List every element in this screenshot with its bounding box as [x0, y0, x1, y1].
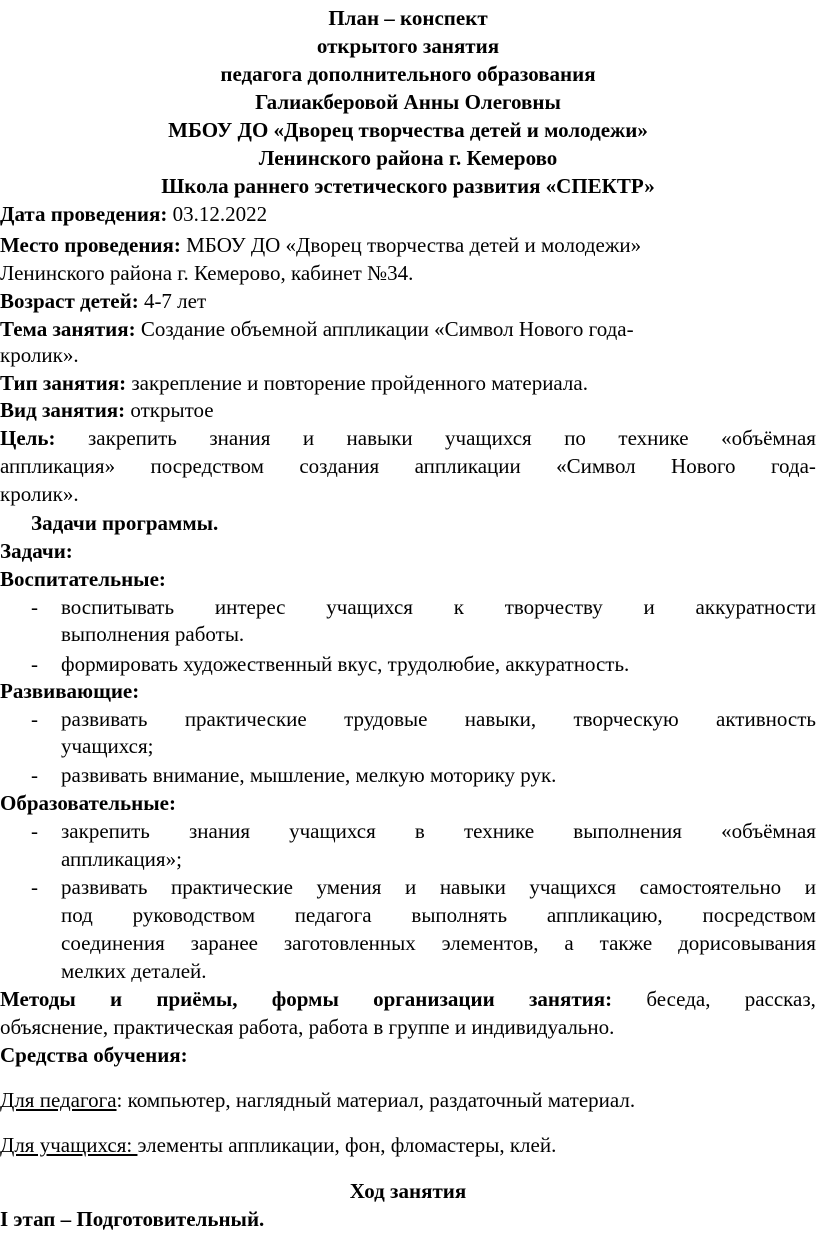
teacher-position: педагога дополнительного образования — [220, 62, 596, 86]
edu-item-1 — [61, 593, 816, 621]
place-value: МБОУ ДО «Дворец творчества детей и молодежи» — [180, 233, 642, 257]
goal-word: аппликация» — [0, 454, 116, 478]
teach-word: «объёмная — [721, 819, 816, 843]
date-row — [0, 200, 267, 228]
dev-item-2: развивать внимание, мышление, мелкую моторику рук. — [61, 763, 557, 787]
edu-word: и — [643, 595, 655, 619]
bullet-dash: - — [31, 875, 38, 899]
topic-label: Тема занятия: — [0, 317, 136, 341]
means-teacher-value: : компьютер, наглядный материал, раздаточный материал. — [116, 1088, 636, 1112]
teach-word: учащихся — [529, 875, 617, 899]
dev-word: активность — [716, 707, 816, 731]
methods-word: и — [110, 987, 123, 1011]
teach-word: и — [405, 875, 417, 899]
goal-word: создания — [299, 454, 380, 478]
place-row-cont: Ленинского района г. Кемерово, кабинет №34. — [0, 261, 414, 285]
teach-word: выполнения — [573, 819, 682, 843]
means-students-value: элементы аппликации, фон, фломастеры, клей. — [137, 1133, 557, 1157]
goal-line-3: кролик». — [0, 482, 79, 506]
teach-word: самостоятельно — [639, 875, 782, 899]
doc-title: План – конспект — [328, 6, 488, 30]
means-title: Средства обучения: — [0, 1043, 188, 1067]
edu-item-1-cont: выполнения работы. — [61, 622, 245, 646]
goal-line-2 — [0, 452, 816, 480]
methods-line-2: объяснение, практическая работа, работа в группе и индивидуально. — [0, 1015, 615, 1039]
type-label: Тип занятия: — [0, 371, 127, 395]
bullet-dash: - — [31, 763, 38, 787]
goal-word: и — [302, 426, 315, 450]
teach-word: а — [564, 931, 574, 955]
dev-item-1 — [61, 705, 816, 733]
edu-item-2: формировать художественный вкус, трудолюбие, аккуратность. — [61, 652, 630, 676]
age-label: Возраст детей: — [0, 289, 139, 313]
goal-word: года- — [770, 454, 816, 478]
means-students — [0, 1131, 556, 1159]
teach-word: технике — [463, 819, 535, 843]
edu-word: интерес — [214, 595, 286, 619]
developing-label: Развивающие: — [0, 679, 140, 703]
edu-word: воспитывать — [61, 595, 175, 619]
means-teacher-label: Для педагога — [0, 1088, 117, 1112]
methods-word: Методы — [0, 987, 76, 1011]
tasks-label: Задачи: — [0, 539, 73, 563]
means-teacher — [0, 1086, 635, 1114]
teach-word: посредством — [702, 903, 816, 927]
teach-word: навыки — [439, 875, 506, 899]
doc-subtitle: открытого занятия — [316, 34, 500, 58]
teacher-name: Галиакберовой Анны Олеговны — [255, 90, 561, 114]
goal-word: посредством — [150, 454, 264, 478]
dev-word: навыки, — [464, 707, 537, 731]
teach-item-2-line-1 — [61, 873, 816, 901]
age-value: 4-7 лет — [138, 289, 207, 313]
institution-name: МБОУ ДО «Дворец творчества детей и молодежи» — [168, 118, 648, 142]
methods-word: приёмы, — [156, 987, 238, 1011]
goal-word: знания — [209, 426, 271, 450]
kind-label: Вид занятия: — [0, 398, 126, 422]
goal-word: «объёмная — [721, 426, 816, 450]
goal-word: закрепить — [88, 426, 177, 450]
teach-word: учащихся — [289, 819, 376, 843]
place-label: Место проведения: — [0, 233, 181, 257]
teach-item-2-line-4: мелких деталей. — [61, 959, 207, 983]
teach-item-2-line-3 — [61, 929, 816, 957]
dev-word: творческую — [573, 707, 679, 731]
teach-word: в — [414, 819, 425, 843]
methods-word: формы — [271, 987, 339, 1011]
teach-word: выполнять — [411, 903, 508, 927]
dev-item-1-cont: учащихся; — [61, 734, 154, 758]
goal-word: технике — [618, 426, 689, 450]
edu-word: к — [453, 595, 464, 619]
place-row — [0, 231, 641, 259]
dev-word: развивать — [61, 707, 148, 731]
teach-item-1-cont: аппликация»; — [61, 847, 182, 871]
stage-1-title: I этап – Подготовительный. — [0, 1207, 265, 1231]
teach-word: практические — [171, 875, 293, 899]
bullet-dash: - — [31, 707, 38, 731]
type-value: закрепление и повторение пройденного материала. — [126, 371, 588, 395]
program-tasks-title: Задачи программы. — [31, 511, 219, 535]
edu-word: аккуратности — [695, 595, 816, 619]
goal-word: учащихся — [445, 426, 532, 450]
edu-word: творчеству — [504, 595, 603, 619]
teach-word: закрепить — [61, 819, 150, 843]
methods-word: занятия: — [528, 987, 613, 1011]
teach-word: также — [599, 931, 653, 955]
methods-word: рассказ, — [744, 987, 816, 1011]
teach-word: соединения — [61, 931, 165, 955]
teaching-label: Образовательные: — [0, 791, 176, 815]
goal-word: по — [564, 426, 586, 450]
teach-item-1 — [61, 817, 816, 845]
dev-word: практические — [184, 707, 307, 731]
methods-word: организации — [373, 987, 495, 1011]
teach-word: педагога — [294, 903, 372, 927]
date-value: 03.12.2022 — [167, 202, 268, 226]
course-title: Ход занятия — [349, 1179, 467, 1203]
topic-value: Создание объемной аппликации «Символ Нового года- — [135, 317, 634, 341]
topic-row-cont: кролик». — [0, 343, 79, 367]
teach-word: элементов, — [441, 931, 539, 955]
age-row — [0, 287, 206, 315]
teach-word: дорисовывания — [678, 931, 816, 955]
methods-line-1 — [0, 985, 816, 1013]
district-name: Ленинского района г. Кемерово — [258, 146, 558, 170]
means-students-label: Для учащихся: — [0, 1133, 138, 1157]
topic-row — [0, 315, 634, 343]
teach-word: умения — [316, 875, 382, 899]
bullet-dash: - — [31, 819, 38, 843]
teach-word: развивать — [61, 875, 148, 899]
educational-label: Воспитательные: — [0, 567, 166, 591]
date-label: Дата проведения: — [0, 202, 168, 226]
methods-word: беседа, — [646, 987, 711, 1011]
teach-item-2-line-2 — [61, 901, 816, 929]
goal-word: навыки — [346, 426, 413, 450]
goal-word: аппликации — [414, 454, 521, 478]
bullet-dash: - — [31, 652, 38, 676]
bullet-dash: - — [31, 595, 38, 619]
dev-word: трудовые — [344, 707, 428, 731]
type-row — [0, 369, 588, 397]
goal-line-1 — [0, 424, 816, 452]
school-name: Школа раннего эстетического развития «СПЕКТР» — [161, 174, 655, 198]
teach-word: под — [61, 903, 93, 927]
teach-word: знания — [189, 819, 250, 843]
teach-word: заранее — [190, 931, 258, 955]
kind-value: открытое — [125, 398, 214, 422]
kind-row — [0, 396, 214, 424]
goal-label: Цель: — [0, 426, 56, 450]
edu-word: учащихся — [326, 595, 413, 619]
teach-word: аппликацию, — [546, 903, 663, 927]
teach-word: и — [804, 875, 816, 899]
goal-word: «Символ — [556, 454, 636, 478]
teach-word: заготовленных — [283, 931, 416, 955]
goal-word: Нового — [671, 454, 736, 478]
teach-word: руководством — [132, 903, 255, 927]
